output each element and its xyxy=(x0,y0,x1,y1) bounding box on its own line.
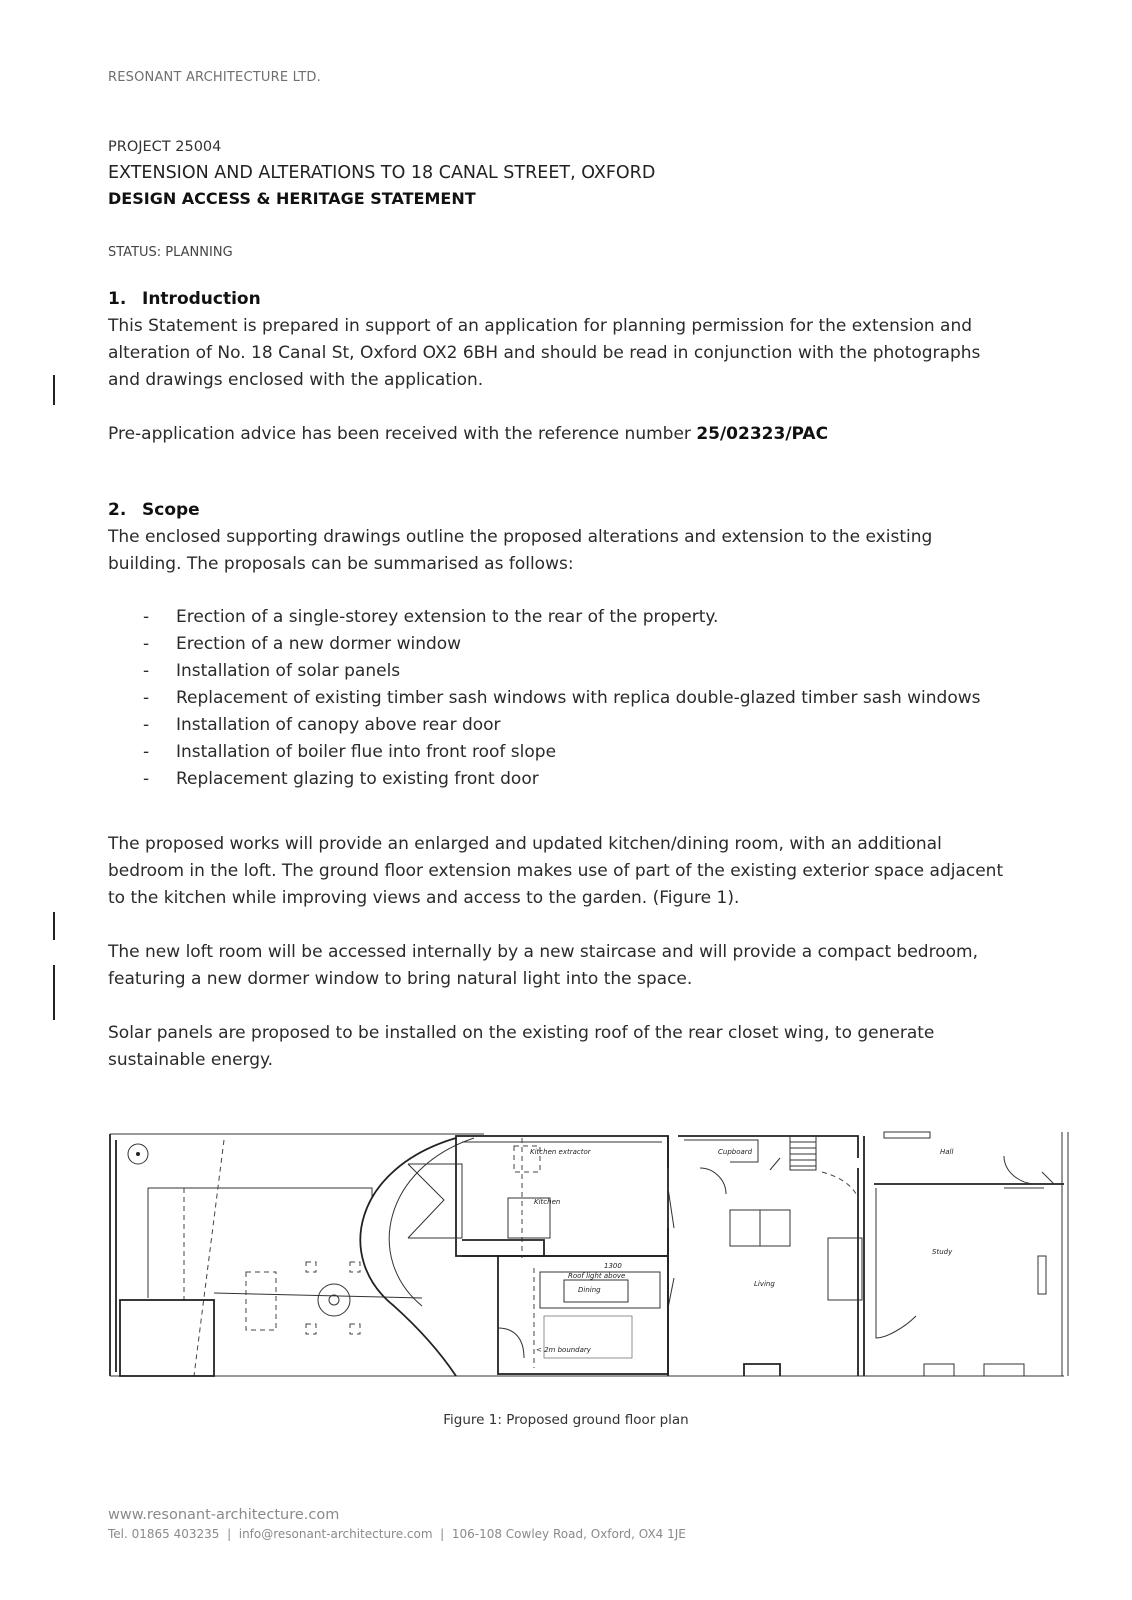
hall-door-swing xyxy=(822,1172,858,1198)
company-name: RESONANT ARCHITECTURE LTD. xyxy=(108,70,321,85)
list-item: - Installation of canopy above rear door xyxy=(108,712,981,739)
plan-label-hall: Hall xyxy=(940,1148,954,1156)
cupboard-door xyxy=(700,1168,726,1194)
bay-window xyxy=(864,1364,1024,1376)
revision-bar xyxy=(53,912,55,940)
scope-heading xyxy=(108,500,200,520)
project-number: PROJECT 25004 xyxy=(108,139,222,155)
footer-contact: Tel. 01865 403235 | info@resonant-architecture.com | 106-108 Cowley Road, Oxford, OX4 1JE xyxy=(108,1527,686,1541)
plan-label-study: Study xyxy=(932,1248,953,1256)
plan-label-cupboard: Cupboard xyxy=(718,1148,753,1156)
solar-paragraph: Solar panels are proposed to be installed on the existing roof of the rear closet wing, to generate sustainable energy. xyxy=(108,1023,935,1070)
status-label: STATUS: PLANNING xyxy=(108,245,233,260)
revision-bar xyxy=(53,375,55,405)
document-title: EXTENSION AND ALTERATIONS TO 18 CANAL STREET, OXFORD xyxy=(108,163,656,183)
plan-label-living: Living xyxy=(754,1280,775,1288)
entry-arrow xyxy=(1042,1172,1054,1184)
revision-bar xyxy=(53,965,55,1020)
figure-caption: Figure 1: Proposed ground floor plan xyxy=(443,1412,689,1428)
patio-bench xyxy=(246,1272,276,1330)
document-subtitle: DESIGN ACCESS & HERITAGE STATEMENT xyxy=(108,189,476,208)
list-item: - Installation of solar panels xyxy=(108,658,981,685)
floor-plan-drawing xyxy=(104,1128,1076,1388)
preapp-reference: 25/02323/PAC xyxy=(696,424,829,444)
armchair xyxy=(828,1238,862,1300)
chair xyxy=(306,1262,316,1272)
list-item: - Erection of a single-storey extension to the rear of the property. xyxy=(108,604,981,631)
glazed-doors xyxy=(408,1164,462,1238)
worktop xyxy=(462,1240,544,1256)
patio-table-centre xyxy=(329,1295,339,1305)
scope-heading-text: Scope xyxy=(142,500,200,520)
preapp-text: Pre-application advice has been received with the reference number xyxy=(108,424,697,444)
plan-label-extractor: Kitchen extractor xyxy=(530,1148,591,1156)
hall-radiator xyxy=(884,1132,930,1138)
stair-arrow xyxy=(770,1158,780,1170)
staircase xyxy=(790,1136,816,1170)
garden-bed xyxy=(148,1188,372,1298)
plan-label-rooflight: Roof light above xyxy=(568,1272,626,1280)
loft-paragraph: The new loft room will be accessed internally by a new staircase and will provide a compact bedroom, featuring a new dormer window to bring natural light into the space. xyxy=(108,942,978,989)
intro-number: 1. xyxy=(108,289,127,309)
plan-label-dimension: 1300 xyxy=(604,1262,622,1270)
patio-table xyxy=(318,1284,350,1316)
chair xyxy=(350,1262,360,1272)
list-item: - Erection of a new dormer window xyxy=(108,631,981,658)
front-door-swing xyxy=(1004,1156,1036,1184)
plan-label-kitchen: Kitchen xyxy=(534,1198,561,1206)
scope-paragraph: The enclosed supporting drawings outline the proposed alterations and extension to the existing building. The proposals can be summarised as follows: xyxy=(108,527,933,574)
study-door-swing xyxy=(876,1188,916,1338)
curved-garden-wall-inner xyxy=(389,1138,474,1306)
plan-label-dining: Dining xyxy=(578,1286,601,1294)
intro-heading xyxy=(108,289,261,309)
living-walls xyxy=(668,1136,858,1376)
study-window xyxy=(1038,1256,1046,1294)
works-paragraph: The proposed works will provide an enlarged and updated kitchen/dining room, with an additional bedroom in the loft. The ground floor extension makes use of part of the existing exterior space adjacent to the kitchen while improving views and access to the garden. (Figure 1). xyxy=(108,834,1004,908)
intro-heading-text: Introduction xyxy=(142,289,261,309)
front-wall xyxy=(1062,1132,1068,1376)
list-item: - Installation of boiler flue into front roof slope xyxy=(108,739,981,766)
chair xyxy=(350,1324,360,1334)
list-item: - Replacement glazing to existing front door xyxy=(108,766,981,793)
footer-website[interactable]: www.resonant-architecture.com xyxy=(108,1507,340,1523)
shed xyxy=(120,1300,214,1376)
hall-walls xyxy=(864,1136,1064,1376)
plan-label-note: < 2m boundary xyxy=(536,1346,591,1354)
preapp-paragraph xyxy=(108,421,1008,448)
scope-list xyxy=(108,604,981,793)
fireplace xyxy=(744,1364,780,1376)
curved-garden-wall xyxy=(360,1138,456,1376)
dining-door-swing xyxy=(498,1328,524,1358)
tree-centre xyxy=(136,1152,140,1156)
list-item: - Replacement of existing timber sash windows with replica double-glazed timber sash windows xyxy=(108,685,981,712)
scope-number: 2. xyxy=(108,500,127,520)
chair xyxy=(306,1324,316,1334)
intro-paragraph: This Statement is prepared in support of an application for planning permission for the extension and alteration of No. 18 Canal St, Oxford OX2 6BH and should be read in conjunction with the photographs and drawings enclosed with the application. xyxy=(108,316,981,390)
door-swing xyxy=(408,1164,444,1238)
garden-dashed-line xyxy=(194,1140,224,1376)
